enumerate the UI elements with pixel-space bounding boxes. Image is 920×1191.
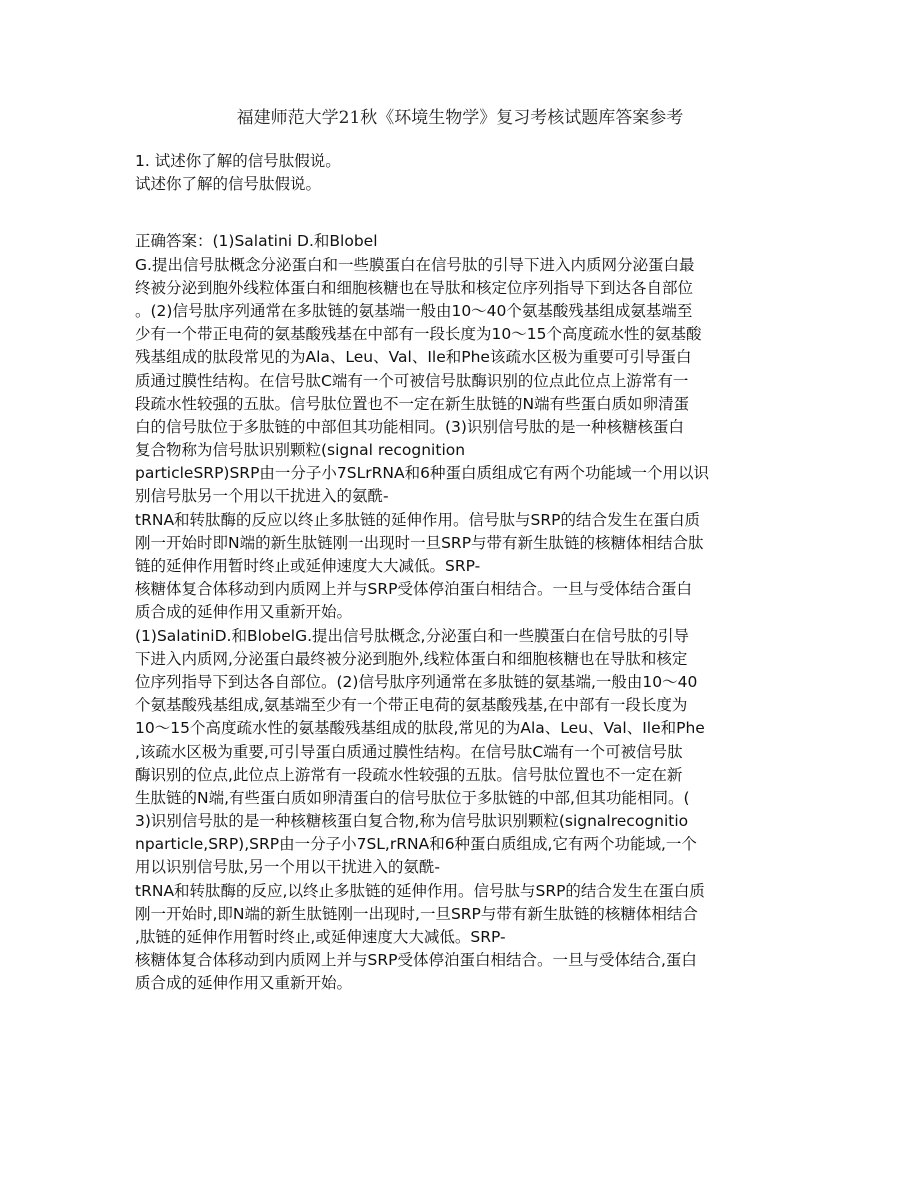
answer-line: 核糖体复合体移动到内质网上并与SRP受体停泊蛋白相结合。一旦与受体结合,蛋白 xyxy=(135,951,697,970)
answer-line: 质合成的延伸作用又重新开始。 xyxy=(135,603,353,622)
answer-line: 刚一开始时,即N端的新生肽链刚一出现时,一旦SRP与带有新生肽链的核糖体相结合 xyxy=(135,904,698,923)
answer-line: particleSRP)SRP由一分子小7SLrRNA和6种蛋白质组成它有两个功能域一个用以识 xyxy=(135,464,709,483)
answer-line: 少有一个带正电荷的氨基酸残基在中部有一段长度为10～15个高度疏水性的氨基酸 xyxy=(135,325,702,344)
answer-line: ,肽链的延伸作用暂时终止,或延伸速度大大减低。SRP- xyxy=(135,928,506,946)
answer-line: 10～15个高度疏水性的氨基酸残基组成的肽段,常见的为Ala、Leu、Val、Ile和Phe xyxy=(135,719,705,738)
answer-line: 别信号肽另一个用以干扰进入的氨酰- xyxy=(135,487,389,506)
answer-line: 酶识别的位点,此位点上游常有一段疏水性较强的五肽。信号肽位置也不一定在新 xyxy=(135,765,683,784)
answer-line: 链的延伸作用暂时终止或延伸速度大大减低。SRP- xyxy=(135,557,481,575)
blank-spacer xyxy=(135,196,790,230)
answer-line: 终被分泌到胞外线粒体蛋白和细胞核糖也在导肽和核定位序列指导下到达各自部位 xyxy=(135,278,694,297)
answer-line: tRNA和转肽酶的反应,以终止多肽链的延伸作用。信号肽与SRP的结合发生在蛋白质 xyxy=(135,881,705,900)
document-title: 福建师范大学21秋《环境生物学》复习考核试题库答案参考 xyxy=(236,108,684,128)
answer-line: 复合物称为信号肽识别颗粒(signal recognition xyxy=(135,441,466,460)
answer-line: 正确答案：(1)Salatini D.和Blobel xyxy=(135,232,378,251)
answer-line: nparticle,SRP),SRP由一分子小7SL,rRNA和6种蛋白质组成,它有两个功能域,一个 xyxy=(135,835,697,854)
answer-line: 个氨基酸残基组成,氨基端至少有一个带正电荷的氨基酸残基,在中部有一段长度为 xyxy=(135,696,688,715)
answer-line: 用以识别信号肽,另一个用以干扰进入的氨酰- xyxy=(135,858,441,877)
answer-line: ,该疏水区极为重要,可引导蛋白质通过膜性结构。在信号肽C端有一个可被信号肽 xyxy=(135,742,683,761)
answer-line: 刚一开始时即N端的新生肽链刚一出现时一旦SRP与带有新生肽链的核糖体相结合肽 xyxy=(135,533,704,552)
answer-line: 段疏水性较强的五肽。信号肽位置也不一定在新生肽链的N端有些蛋白质如卵清蛋 xyxy=(135,394,690,413)
answer-line: 下进入内质网,分泌蛋白最终被分泌到胞外,线粒体蛋白和细胞核糖也在导肽和核定 xyxy=(135,649,688,668)
answer-line: 质通过膜性结构。在信号肽C端有一个可被信号肽酶识别的位点此位点上游常有一 xyxy=(135,371,689,390)
question-number-line: 1. 试述你了解的信号肽假说。 xyxy=(135,152,341,170)
question-prompt: 试述你了解的信号肽假说。 xyxy=(135,175,322,194)
answer-line: 核糖体复合体移动到内质网上并与SRP受体停泊蛋白相结合。一旦与受体结合蛋白 xyxy=(135,580,692,599)
answer-line: 生肽链的N端,有些蛋白质如卵清蛋白的信号肽位于多肽链的中部,但其功能相同。( xyxy=(135,788,690,807)
answer-line: G.提出信号肽概念分泌蛋白和一些膜蛋白在信号肽的引导下进入内质网分泌蛋白最 xyxy=(135,255,695,274)
answer-line: 白的信号肽位于多肽链的中部但其功能相同。(3)识别信号肽的是一种核糖核蛋白 xyxy=(135,417,684,436)
answer-line: tRNA和转肽酶的反应以终止多肽链的延伸作用。信号肽与SRP的结合发生在蛋白质 xyxy=(135,510,701,529)
answer-line: 质合成的延伸作用又重新开始。 xyxy=(135,974,353,993)
answer-line: 3)识别信号肽的是一种核糖核蛋白复合物,称为信号肽识别颗粒(signalrecognitio xyxy=(135,812,689,831)
question-answer-block xyxy=(135,150,790,996)
answer-line: (1)SalatiniD.和BlobelG.提出信号肽概念,分泌蛋白和一些膜蛋白在信号肽的引导 xyxy=(135,626,689,645)
answer-line: 。(2)信号肽序列通常在多肽链的氨基端一般由10～40个氨基酸残基组成氨基端至 xyxy=(135,301,693,320)
answer-line: 残基组成的肽段常见的为Ala、Leu、Val、Ile和Phe该疏水区极为重要可引导蛋白 xyxy=(135,348,692,367)
answer-text xyxy=(135,230,790,995)
answer-line: 位序列指导下到达各自部位。(2)信号肽序列通常在多肽链的氨基端,一般由10～40 xyxy=(135,672,698,691)
